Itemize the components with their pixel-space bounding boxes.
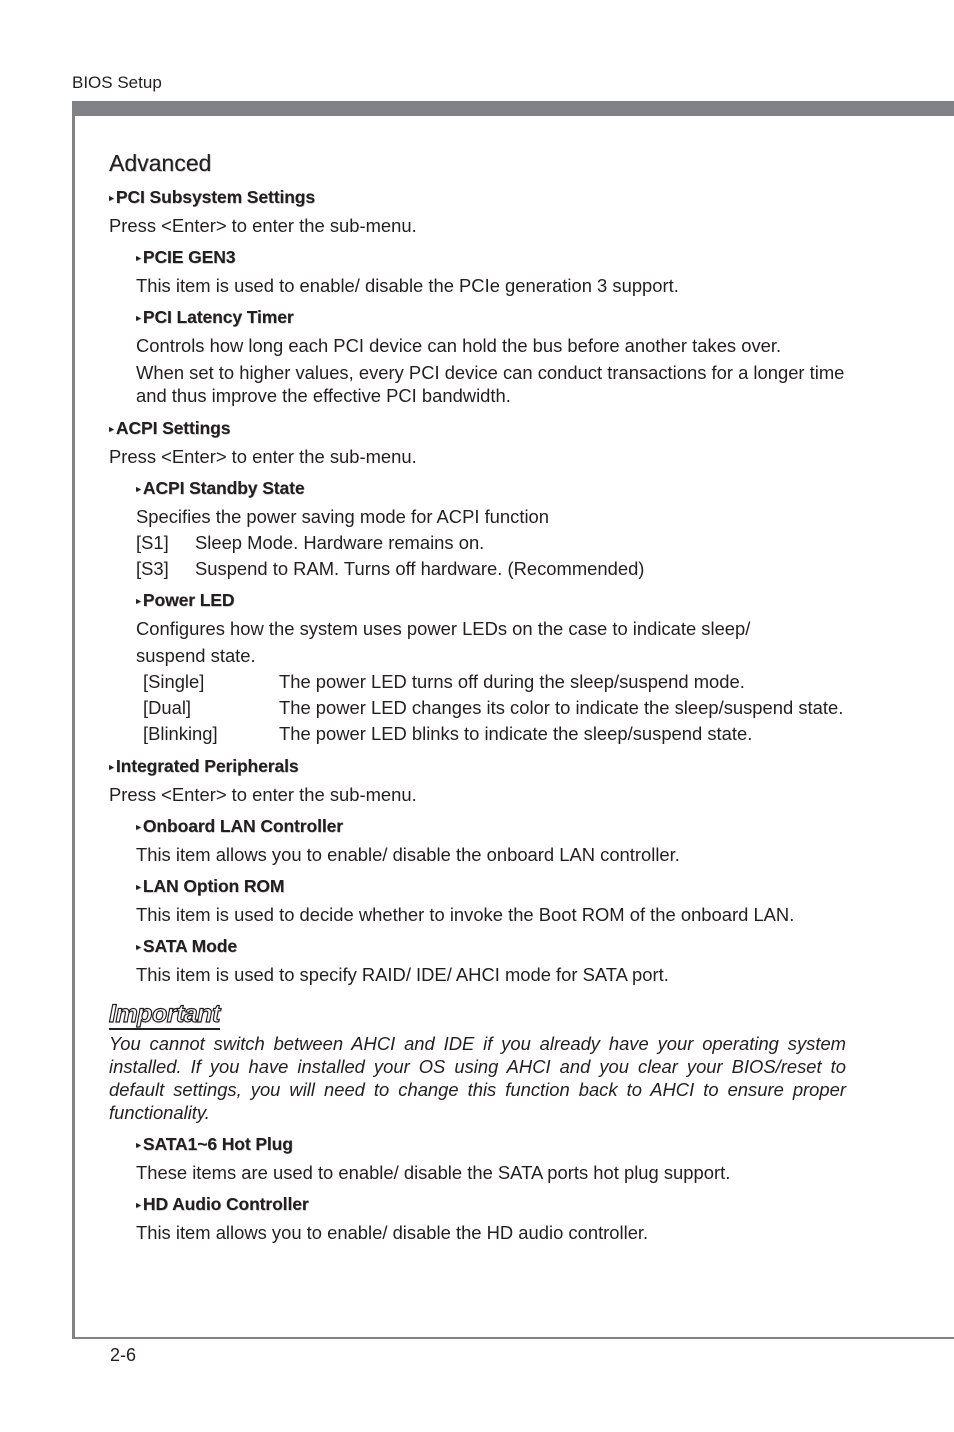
power-led-desc-2: suspend state. [136,645,256,666]
option-key: [Blinking] [143,723,218,744]
triangle-right-icon: ▸ [109,424,114,435]
option-key: [Dual] [143,697,192,718]
pci-latency-desc-2: When set to higher values, every PCI device can conduct transactions for a longer time and thus improve the effective PCI bandwidth. [136,362,845,406]
acpi-settings-heading: ▸ ACPI Settings [109,418,231,438]
option-row [136,531,846,554]
power-led-desc-1: Configures how the system uses power LEDs on the case to indicate sleep/ [136,618,751,639]
sata-mode-heading: ▸ SATA Mode [136,936,237,956]
triangle-right-icon: ▸ [136,253,141,264]
running-head: BIOS Setup [72,73,162,92]
triangle-right-icon: ▸ [136,484,141,495]
page-content [109,150,846,1244]
integrated-peripherals-heading: ▸ Integrated Peripherals [109,756,299,776]
left-rule [72,101,75,1339]
pcie-gen3-heading: ▸ PCIE GEN3 [136,247,236,267]
option-row [136,722,846,745]
triangle-right-icon: ▸ [136,822,141,833]
power-led-heading: ▸ Power LED [136,590,235,610]
option-text: The power LED changes its color to indicate the sleep/suspend state. [279,697,844,718]
triangle-right-icon: ▸ [109,193,114,204]
triangle-right-icon: ▸ [136,1200,141,1211]
triangle-right-icon: ▸ [136,882,141,893]
acpi-standby-desc: Specifies the power saving mode for ACPI function [136,506,549,527]
important-title: Important [109,1000,220,1028]
lan-option-rom-heading: ▸ LAN Option ROM [136,876,285,896]
option-text: Sleep Mode. Hardware remains on. [195,532,485,553]
pci-subsystem-heading: ▸ PCI Subsystem Settings [109,187,316,207]
triangle-right-icon: ▸ [136,596,141,607]
page-number: 2-6 [110,1345,137,1365]
triangle-right-icon: ▸ [136,942,141,953]
triangle-right-icon: ▸ [136,1140,141,1151]
pci-subsystem-desc: Press <Enter> to enter the sub-menu. [109,215,417,236]
option-row [136,557,846,580]
pci-latency-desc-1: Controls how long each PCI device can hold the bus before another takes over. [136,335,782,356]
pcie-gen3-desc: This item is used to enable/ disable the PCIe generation 3 support. [136,275,679,296]
triangle-right-icon: ▸ [136,313,141,324]
option-key: [S3] [136,558,169,579]
section-title: Advanced [109,150,212,176]
header-bar [72,101,954,116]
triangle-right-icon: ▸ [109,762,114,773]
integrated-peripherals-desc: Press <Enter> to enter the sub-menu. [109,784,417,805]
option-key: [S1] [136,532,169,553]
lan-option-rom-desc: This item is used to decide whether to invoke the Boot ROM of the onboard LAN. [136,904,795,925]
option-key: [Single] [143,671,205,692]
option-text: The power LED turns off during the sleep/suspend mode. [279,671,745,692]
hd-audio-desc: This item allows you to enable/ disable the HD audio controller. [136,1222,649,1243]
footer-rule [72,1337,954,1339]
important-text: You cannot switch between AHCI and IDE if you already have your operating system installed. If you have installed your OS using AHCI and you clear your BIOS/reset to default settings, you will need to change this function back to AHCI to ensure proper functionality. [109,1033,846,1123]
onboard-lan-heading: ▸ Onboard LAN Controller [136,816,343,836]
pci-latency-heading: ▸ PCI Latency Timer [136,307,294,327]
acpi-standby-heading: ▸ ACPI Standby State [136,478,305,498]
sata-hot-plug-heading: ▸ SATA1~6 Hot Plug [136,1134,293,1154]
sata-mode-desc: This item is used to specify RAID/ IDE/ AHCI mode for SATA port. [136,964,669,985]
option-text: The power LED blinks to indicate the sleep/suspend state. [279,723,753,744]
option-row [136,670,846,693]
hd-audio-heading: ▸ HD Audio Controller [136,1194,309,1214]
acpi-settings-desc: Press <Enter> to enter the sub-menu. [109,446,417,467]
sata-hot-plug-desc: These items are used to enable/ disable the SATA ports hot plug support. [136,1162,731,1183]
onboard-lan-desc: This item allows you to enable/ disable the onboard LAN controller. [136,844,680,865]
option-row [136,696,846,719]
option-text: Suspend to RAM. Turns off hardware. (Recommended) [195,558,645,579]
